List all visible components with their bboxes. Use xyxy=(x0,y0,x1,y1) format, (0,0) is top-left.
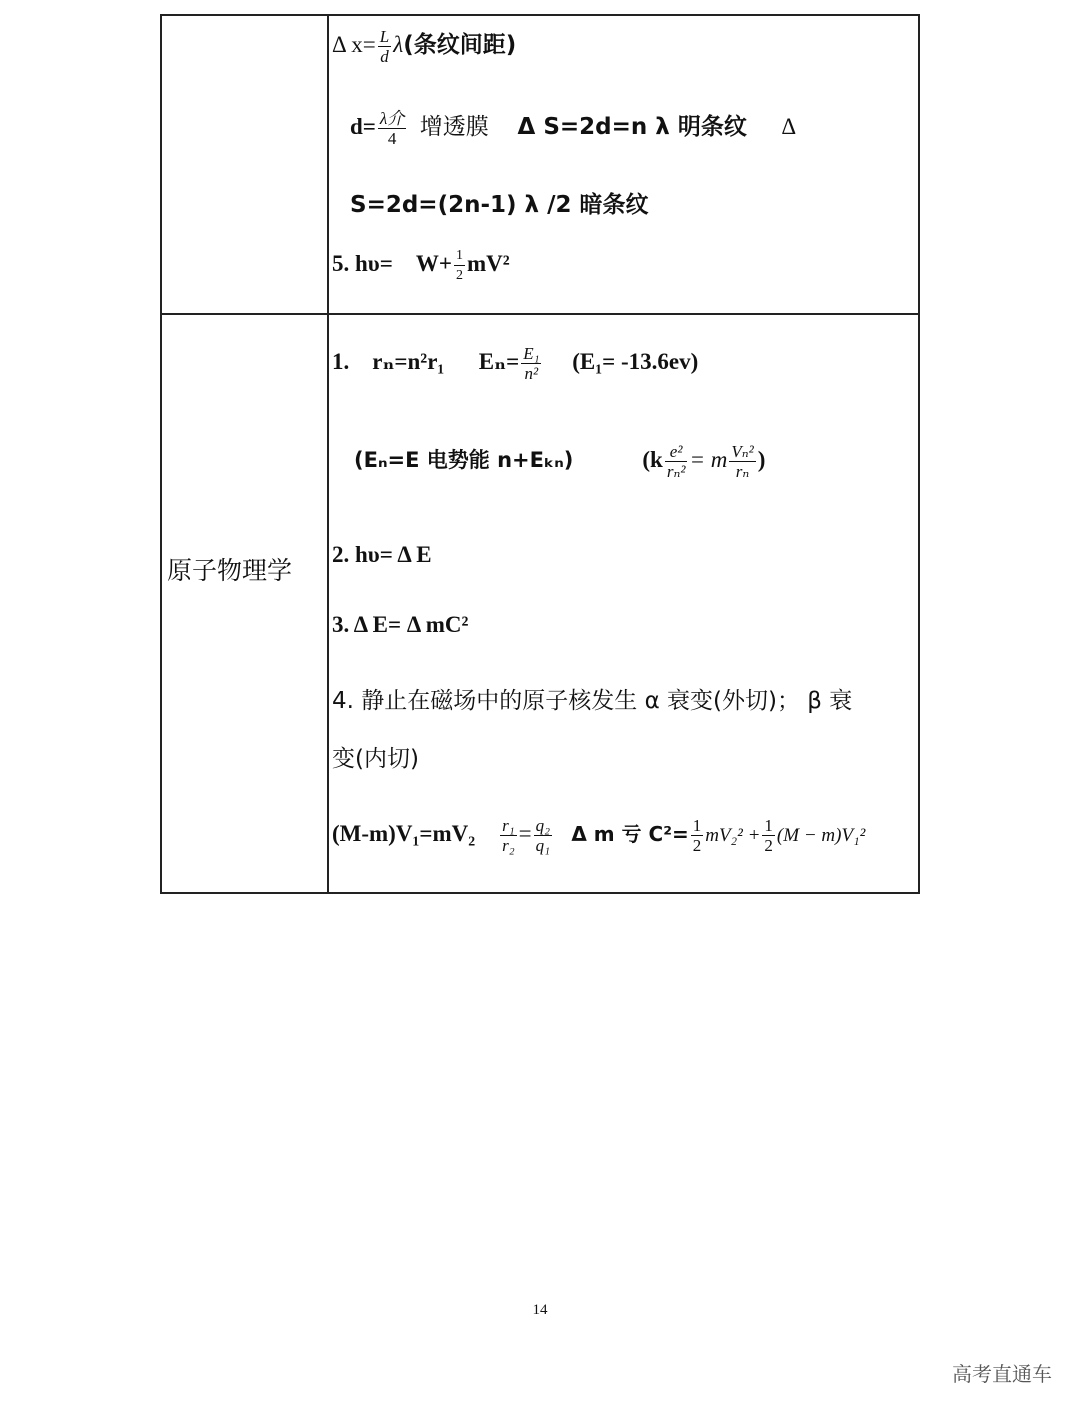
page-number: 14 xyxy=(532,1302,548,1318)
row-divider xyxy=(162,313,918,315)
bohr-orbit-formula: 1. rₙ=n²r₁ Eₙ= $\frac{\text{E₁}}{\text{n²}}$ (E₁= -13.6ev) xyxy=(332,344,699,383)
dark-fringe-formula: S=2d=(2n-1) λ /2 暗条纹 xyxy=(350,192,649,218)
decay-note-line-2: 变(内切) xyxy=(332,746,419,772)
decay-note-line-1: 4. 静止在磁场中的原子核发生 α 衰变(外切)； β 衰 xyxy=(332,688,853,714)
antireflection-film-formula: d= $\frac{\text{λ介}}{4}$ 增透膜 Δ S=2d=n λ 明条纹 Δ xyxy=(350,109,797,149)
photon-energy-formula: 2. hυ= Δ E xyxy=(332,542,432,567)
energy-level-formula: (Eₙ=E 电势能 n+Eₖₙ) (k $\frac{\text{e²}}{\text{rₙ²}}$ = m $\frac{\text{Vₙ²}}{\text{rₙ}}$ ) xyxy=(354,442,766,481)
section-label-atomic-physics: 原子物理学 xyxy=(167,556,293,585)
column-divider xyxy=(327,16,329,892)
photoelectric-formula: 5. hυ= W+ $\frac{1}{2}$ mV² xyxy=(332,248,510,283)
decay-momentum-formula: (M-m)V₁=mV₂ $\frac{\text{r₁}}{\text{r₂}}$ = $\frac{\text{q₂}}{\text{q₁}}$ Δ m 亏 C²= $\frac{1}{2}$ mV₂² + $\frac{1}{2}$ (M − m)V₁² xyxy=(332,816,866,855)
fringe-spacing-formula: Δ x= $\frac{L}{d}$ λ(条纹间距) xyxy=(332,27,517,67)
mass-energy-formula: 3. Δ E= Δ mC² xyxy=(332,612,469,637)
formula-table xyxy=(160,14,920,894)
watermark-text: 高考直通车 xyxy=(952,1362,1052,1386)
